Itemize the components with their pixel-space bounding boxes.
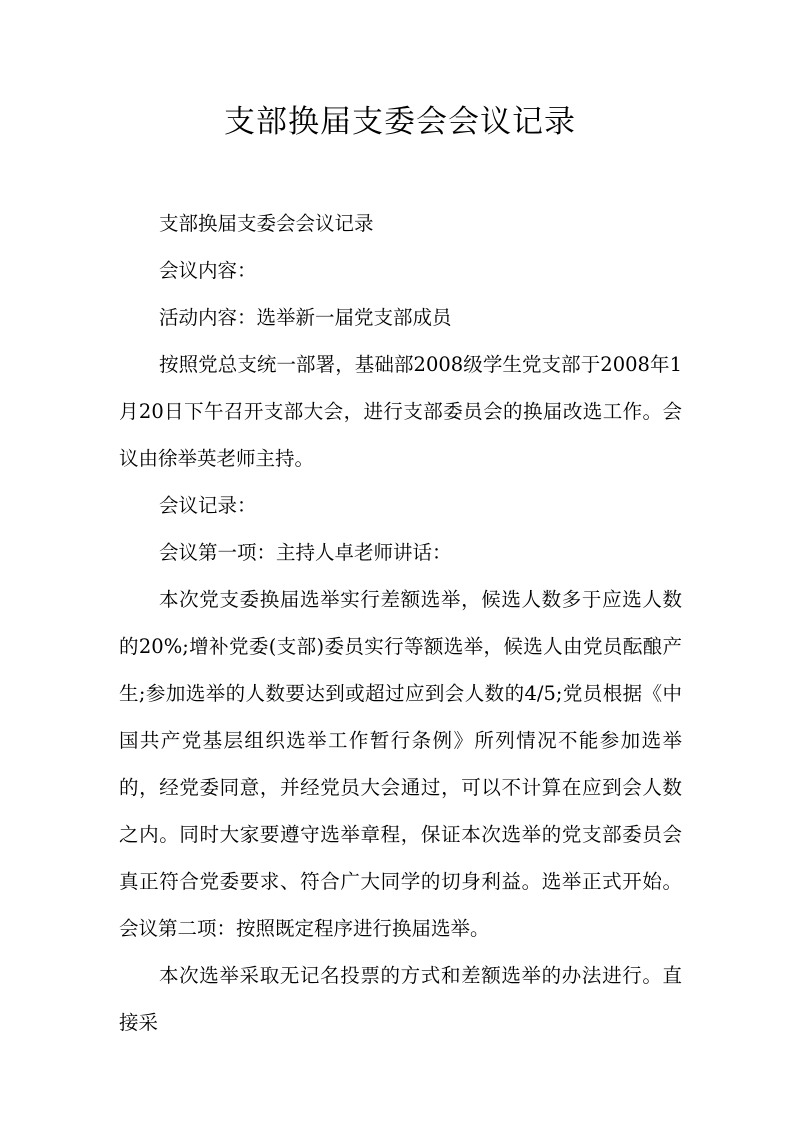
paragraph-arrangement: 按照党总支统一部署，基础部2008级学生党支部于2008年1月20日下午召开支部大会，进行支部委员会的换届改选工作。会议由徐举英老师主持。 (119, 353, 682, 470)
document-title: 支部换届支委会会议记录 (224, 104, 576, 140)
paragraph-voting-method: 本次选举采取无记名投票的方式和差额选举的办法进行。直接采 (119, 964, 682, 1034)
paragraph-activity-content: 活动内容：选举新一届党支部成员 (159, 306, 452, 329)
paragraph-election-rules: 本次党支委换届选举实行差额选举，候选人数多于应选人数的20%;增补党委(支部)委员实行等额选举，候选人由党员酝酿产生;参加选举的人数要达到或超过应到会人数的4/5;党员根据《中国共产党基层组织选举工作暂行条例》所列情况不能参加选举的，经党委同意，并经党员大会通过，可以不计算在应到会人数之内。同时大家要遵守选举章程，保证本次选举的党支部委员会真正符合党委要求、符合广大同学的切身利益。选举正式开始。会议第二项：按照既定程序进行换届选举。 (119, 588, 682, 940)
paragraph-subtitle: 支部换届支委会会议记录 (159, 212, 374, 235)
paragraph-meeting-record: 会议记录： (159, 494, 257, 517)
paragraph-item-one: 会议第一项：主持人卓老师讲话： (159, 541, 452, 564)
paragraph-meeting-content: 会议内容： (159, 259, 257, 282)
document-body (119, 200, 682, 1046)
